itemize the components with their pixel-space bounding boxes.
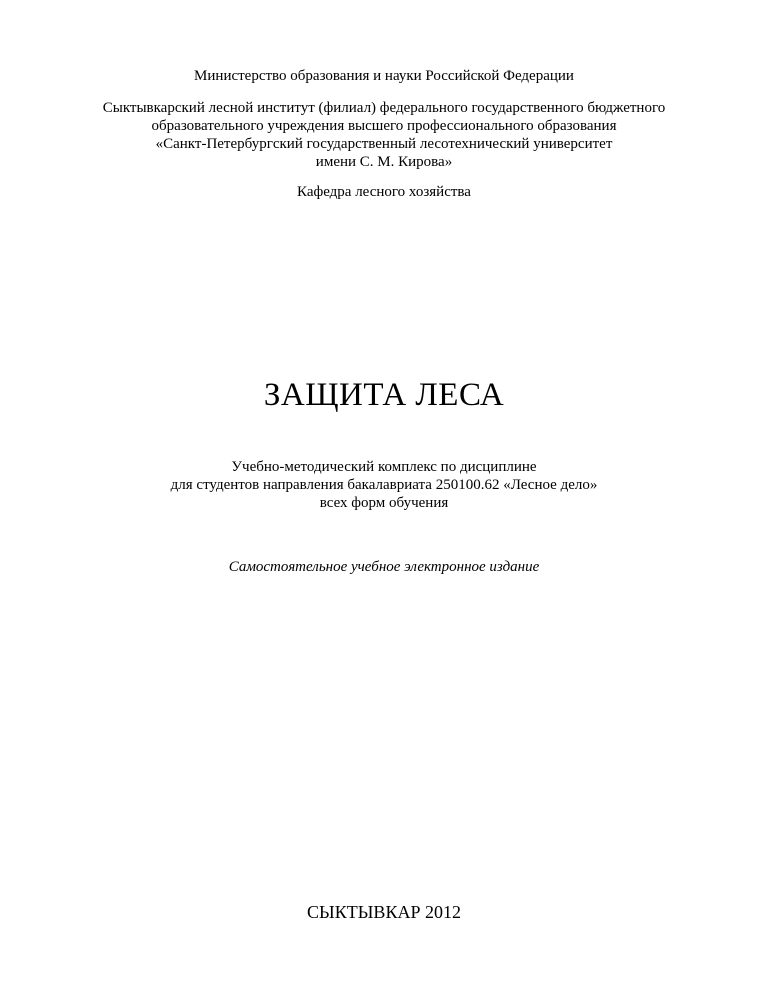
institute-line-4: имени С. М. Кирова» (315, 154, 453, 170)
city-year: СЫКТЫВКАР 2012 (307, 902, 461, 922)
document-title: ЗАЩИТА ЛЕСА (263, 377, 505, 413)
description-line-3: всех форм обучения (319, 495, 449, 511)
edition-note: Самостоятельное учебное электронное издание (228, 559, 540, 575)
description-line-1: Учебно-методический комплекс по дисциплине (231, 459, 537, 475)
department-line: Кафедра лесного хозяйства (297, 184, 471, 200)
institute-line-2: образовательного учреждения высшего профессионального образования (151, 118, 617, 134)
institute-line-1: Сыктывкарский лесной институт (филиал) федерального государственного бюджетного (102, 100, 666, 116)
ministry-line: Министерство образования и науки Российской Федерации (194, 68, 574, 84)
institute-line-3: «Санкт-Петербургский государственный лесотехнический университет (155, 136, 613, 152)
description-line-2: для студентов направления бакалавриата 250100.62 «Лесное дело» (170, 477, 598, 493)
